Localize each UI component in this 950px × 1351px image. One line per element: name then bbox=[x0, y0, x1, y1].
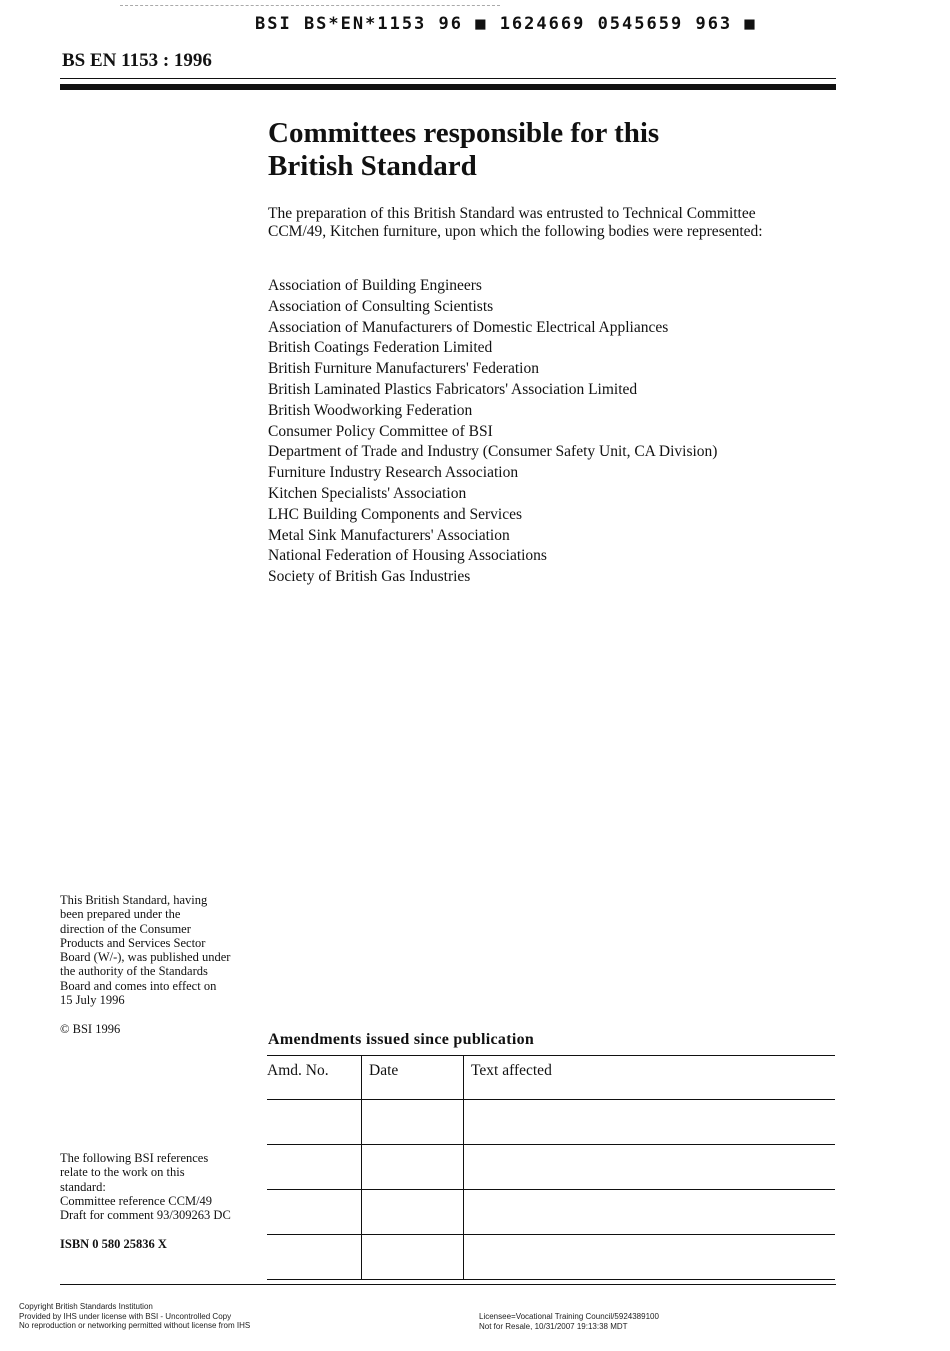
footer-line: Provided by IHS under license with BSI - Uncontrolled Copy bbox=[19, 1311, 232, 1321]
note-line: the authority of the Standards bbox=[60, 964, 208, 979]
note-line: Board (W/-), was published under bbox=[60, 950, 231, 965]
note-line: direction of the Consumer bbox=[60, 921, 191, 936]
catalog-code: BSI BS*EN*1153 96 ■ 1624669 0545659 963 ■ bbox=[255, 14, 757, 34]
list-item: British Furniture Manufacturers' Federation bbox=[268, 360, 539, 378]
list-item: Association of Consulting Scientists bbox=[268, 297, 494, 315]
list-item: Kitchen Specialists' Association bbox=[268, 484, 467, 502]
header-rule-thin bbox=[60, 78, 836, 79]
list-item: British Laminated Plastics Fabricators' Association Limited bbox=[268, 380, 638, 398]
represented-bodies-list bbox=[268, 276, 828, 588]
footer-copyright bbox=[19, 1302, 250, 1331]
footer-line: Not for Resale, 10/31/2007 19:13:38 MDT bbox=[479, 1321, 628, 1331]
header-rule-thick bbox=[60, 84, 836, 90]
footer-line: Licensee=Vocational Training Council/5924389100 bbox=[479, 1312, 659, 1321]
table-cell bbox=[362, 1190, 464, 1235]
column-header-text-affected: Text affected bbox=[464, 1056, 836, 1100]
note-line: 15 July 1996 bbox=[60, 993, 125, 1008]
isbn: ISBN 0 580 25836 X bbox=[60, 1237, 167, 1251]
note-line: This British Standard, having bbox=[60, 893, 208, 907]
table-cell bbox=[362, 1100, 464, 1145]
reference-line: standard: bbox=[60, 1179, 106, 1194]
list-item: Furniture Industry Research Association bbox=[268, 464, 519, 482]
intro-paragraph bbox=[268, 205, 828, 241]
bsi-references bbox=[60, 1151, 260, 1222]
table-cell bbox=[464, 1145, 836, 1190]
column-header-amd-no: Amd. No. bbox=[267, 1056, 362, 1100]
copyright-notice: © BSI 1996 bbox=[60, 1022, 121, 1036]
list-item: British Woodworking Federation bbox=[268, 401, 473, 419]
table-header-row bbox=[267, 1056, 835, 1100]
note-line: Products and Services Sector bbox=[60, 935, 206, 950]
footer-license bbox=[479, 1312, 659, 1331]
table-cell bbox=[464, 1190, 836, 1235]
table-row bbox=[267, 1235, 835, 1280]
publication-note bbox=[60, 893, 260, 1007]
list-item: Association of Manufacturers of Domestic Electrical Appliances bbox=[268, 318, 669, 336]
note-line: Board and comes into effect on bbox=[60, 978, 217, 993]
title-line-2: British Standard bbox=[268, 150, 477, 182]
footer-line: Copyright British Standards Institution bbox=[19, 1302, 153, 1311]
table-row bbox=[267, 1100, 835, 1145]
table-cell bbox=[267, 1100, 362, 1145]
list-item: British Coatings Federation Limited bbox=[268, 339, 493, 357]
reference-line: relate to the work on this bbox=[60, 1165, 185, 1180]
intro-line-1: The preparation of this British Standard was entrusted to Technical Committee bbox=[268, 205, 756, 222]
footer-rule bbox=[60, 1284, 836, 1285]
amendments-table bbox=[267, 1055, 835, 1280]
list-item: LHC Building Components and Services bbox=[268, 505, 523, 523]
top-scan-dashes bbox=[120, 5, 500, 6]
table-cell bbox=[464, 1100, 836, 1145]
table-cell bbox=[267, 1190, 362, 1235]
reference-line: Draft for comment 93/309263 DC bbox=[60, 1208, 231, 1223]
reference-line: The following BSI references bbox=[60, 1151, 209, 1165]
reference-line: Committee reference CCM/49 bbox=[60, 1193, 213, 1208]
table-cell bbox=[267, 1235, 362, 1280]
list-item: Society of British Gas Industries bbox=[268, 568, 471, 586]
list-item: National Federation of Housing Associations bbox=[268, 547, 547, 565]
table-row bbox=[267, 1145, 835, 1190]
column-header-date: Date bbox=[362, 1056, 464, 1100]
table-cell bbox=[362, 1145, 464, 1190]
title-line-1: Committees responsible for this bbox=[268, 117, 660, 149]
amendments-heading: Amendments issued since publication bbox=[268, 1031, 535, 1048]
list-item: Association of Building Engineers bbox=[268, 277, 482, 294]
table-cell bbox=[267, 1145, 362, 1190]
list-item: Metal Sink Manufacturers' Association bbox=[268, 526, 510, 544]
page-title bbox=[268, 117, 828, 183]
footer-line: No reproduction or networking permitted without license from IHS bbox=[19, 1321, 251, 1330]
table-cell bbox=[464, 1235, 836, 1280]
list-item: Department of Trade and Industry (Consumer Safety Unit, CA Division) bbox=[268, 443, 718, 461]
note-line: been prepared under the bbox=[60, 907, 181, 922]
intro-line-2: CCM/49, Kitchen furniture, upon which the following bodies were represented: bbox=[268, 223, 763, 240]
standard-number: BS EN 1153 : 1996 bbox=[62, 50, 212, 71]
table-row bbox=[267, 1190, 835, 1235]
list-item: Consumer Policy Committee of BSI bbox=[268, 422, 493, 440]
table-cell bbox=[362, 1235, 464, 1280]
